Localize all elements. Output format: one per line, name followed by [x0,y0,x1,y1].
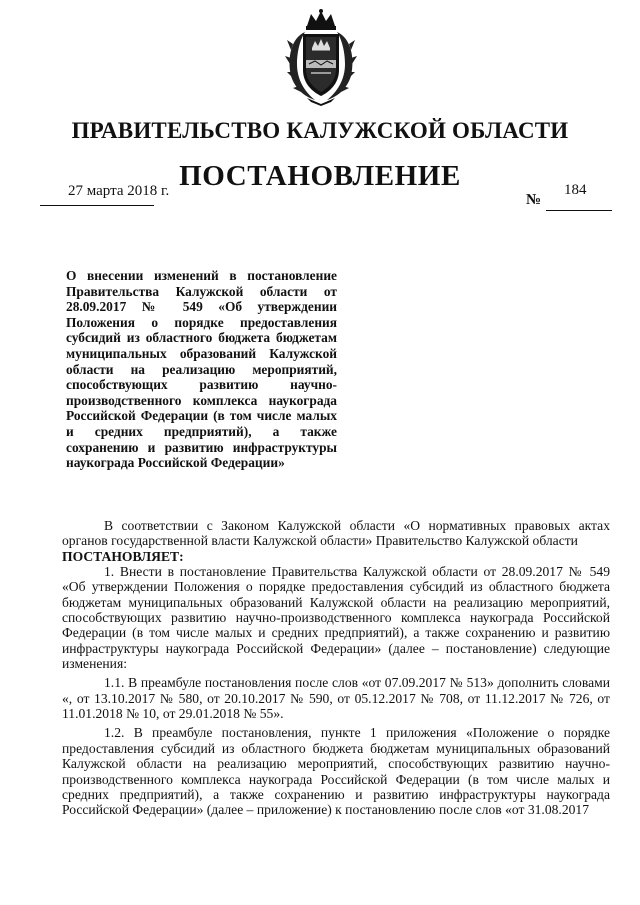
date-underline [40,205,154,206]
paragraph-1-1: 1.1. В преамбуле постановления после слов «от 07.09.2017 № 513» дополнить словами «, от 13.10.2017 № 580, от 20.10.2017 № 590, от 05.12.2017 № 708, от 11.12.2017 № 726, от 11.01.2018 № 10, от 29.01.2018 № 55». [62,675,610,722]
preamble-paragraph: В соответствии с Законом Калужской области «О нормативных правовых актах органов государственной власти Калужской области» Правительство Калужской области [62,518,610,549]
number-underline [546,210,612,211]
document-type-title: ПОСТАНОВЛЕНИЕ [179,160,461,192]
document-body [62,518,610,818]
resolves-heading: ПОСТАНОВЛЯЕТ: [62,548,184,564]
coat-of-arms-icon [285,8,357,106]
document-number: 184 [564,182,587,198]
document-subject: О внесении изменений в постановление Правительства Калужской области от 28.09.2017 № 549 «Об утверждении Положения о порядке предоставления субсидий из областного бюджета бюджетам муниципальных образований Калужской области на реализацию мероприятий, способствующих развитию научно-производственного комплекса наукограда Российской Федерации (в том числе малых и средних предприятий), а также сохранению и развитию инфраструктуры наукограда Российской Федерации» [66,268,337,471]
paragraph-1-2: 1.2. В преамбуле постановления, пункте 1 приложения «Положение о порядке предоставления субсидий из областного бюджета бюджетам муниципальных образований Калужской области на реализацию мероприятий, способствующих развитию научно-производственного комплекса наукограда Российской Федерации (в том числе малых и средних предприятий), а также сохранению и развитию инфраструктуры наукограда Российской Федерации» (далее – приложение) к постановлению после слов «от 31.08.2017 [62,725,610,818]
government-title: ПРАВИТЕЛЬСТВО КАЛУЖСКОЙ ОБЛАСТИ [71,118,569,143]
paragraph-1: 1. Внести в постановление Правительства Калужской области от 28.09.2017 № 549 «Об утверждении Положения о порядке предоставления субсидий из областного бюджета бюджетам муниципальных образований Калужской области на реализацию мероприятий, способствующих развитию научно-производственного комплекса наукограда Российской Федерации (в том числе малых и средних предприятий), а также сохранению и развитию инфраструктуры наукограда Российской Федерации» (далее – постановление) следующие изменения: [62,564,610,672]
document-date: 27 марта 2018 г. [68,183,170,199]
number-label: № [526,192,542,208]
